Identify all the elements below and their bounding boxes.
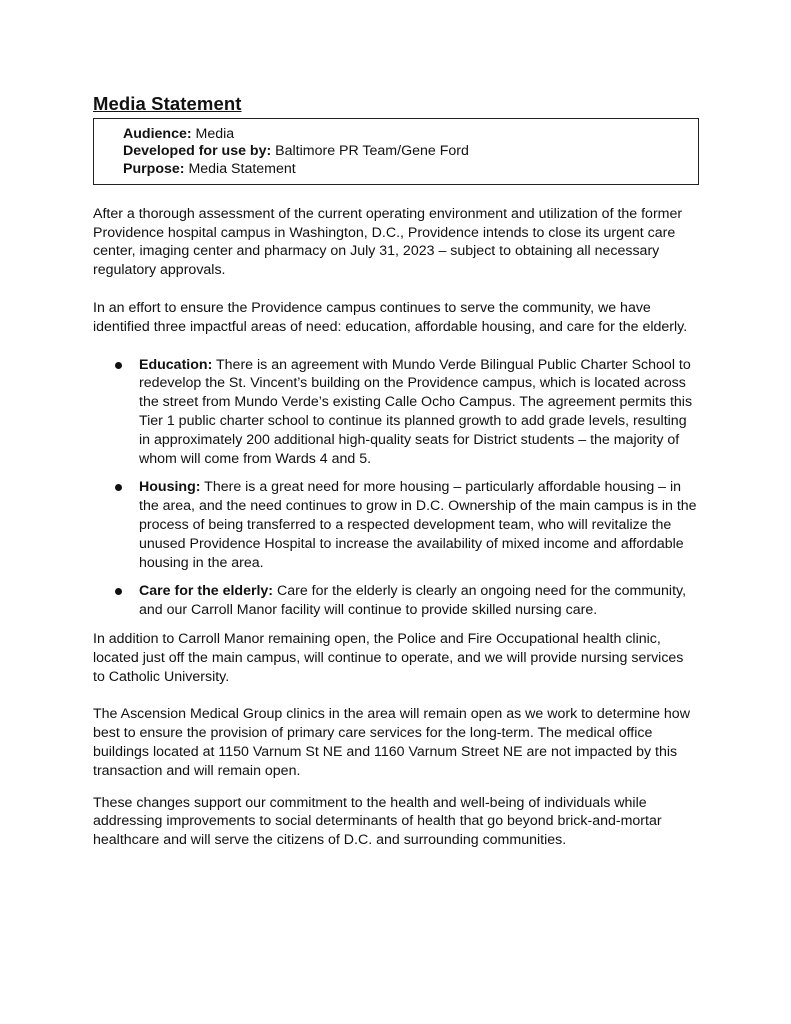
bullet-icon xyxy=(115,484,122,491)
paragraph-intro: After a thorough assessment of the current operating environment and utilization of the former Providence hospital campus in Washington, D.C., Providence intends to close its urgent care center, imaging center and pharmacy on July 31, 2023 – subject to obtaining all necessary regulatory approvals. xyxy=(93,205,683,279)
meta-label: Audience: xyxy=(123,126,192,142)
meta-value: Baltimore PR Team/Gene Ford xyxy=(275,143,469,160)
meta-developed-for xyxy=(123,143,688,160)
list-item-text: There is a great need for more housing – particularly affordable housing – in the area, and the need continues to grow in D.C. Ownership of the main campus is in the process of being transferred to a respected development team, who will revitalize the unused Providence Hospital to increase the availability of mixed income and affordable housing in the area. xyxy=(139,479,697,571)
page-title: Media Statement xyxy=(93,93,242,114)
list-item-elderly-care xyxy=(93,582,699,620)
meta-label: Purpose: xyxy=(123,160,185,177)
bullet-icon xyxy=(115,362,122,369)
list-item-label: Education: xyxy=(139,356,213,373)
paragraph-carroll-manor: In addition to Carroll Manor remaining open, the Police and Fire Occupational health clinic, located just off the main campus, will continue to operate, and we will provide nursing services to Catholic University. xyxy=(93,631,684,685)
paragraph-ascension-clinics: The Ascension Medical Group clinics in the area will remain open as we work to determine how best to ensure the provision of primary care services for the long-term. The medical office buildings located at 1150 Varnum St NE and 1160 Varnum Street NE are not impacted by this transaction and will remain open. xyxy=(93,706,690,779)
document-page xyxy=(93,92,699,850)
meta-audience xyxy=(123,126,688,143)
meta-label: Developed for use by: xyxy=(123,143,272,160)
paragraph-closing: These changes support our commitment to the health and well-being of individuals while addressing improvements to social determinants of health that go beyond brick-and-mortar healthcare and will serve the citizens of D.C. and surrounding communities. xyxy=(93,794,662,849)
bullet-icon xyxy=(115,588,122,595)
meta-purpose xyxy=(123,161,688,178)
areas-of-need-list xyxy=(93,356,699,620)
list-item-education xyxy=(93,356,699,469)
paragraph-areas-of-need: In an effort to ensure the Providence campus continues to serve the community, we have identified three impactful areas of need: education, affordable housing, and care for the elderly. xyxy=(93,300,688,335)
metadata-box xyxy=(93,118,699,185)
list-item-label: Care for the elderly: xyxy=(139,583,274,600)
list-item-text: Care for the elderly is clearly an ongoing need for the community, and our Carroll Manor facility will continue to provide skilled nursing care. xyxy=(139,583,687,619)
list-item-housing xyxy=(93,478,699,572)
meta-value: Media Statement xyxy=(188,160,296,177)
list-item-label: Housing: xyxy=(139,479,201,496)
meta-value: Media xyxy=(195,126,235,142)
list-item-text: There is an agreement with Mundo Verde Bilingual Public Charter School to redevelop the St. Vincent’s building on the Providence campus, which is located across the street from Mundo Verde’s existing Calle Ocho Campus. The agreement permits this Tier 1 public charter school to continue its planned growth to add grade levels, resulting in approximately 200 additional high-quality seats for District students – the majority of whom will come from Wards 4 and 5. xyxy=(139,356,693,467)
